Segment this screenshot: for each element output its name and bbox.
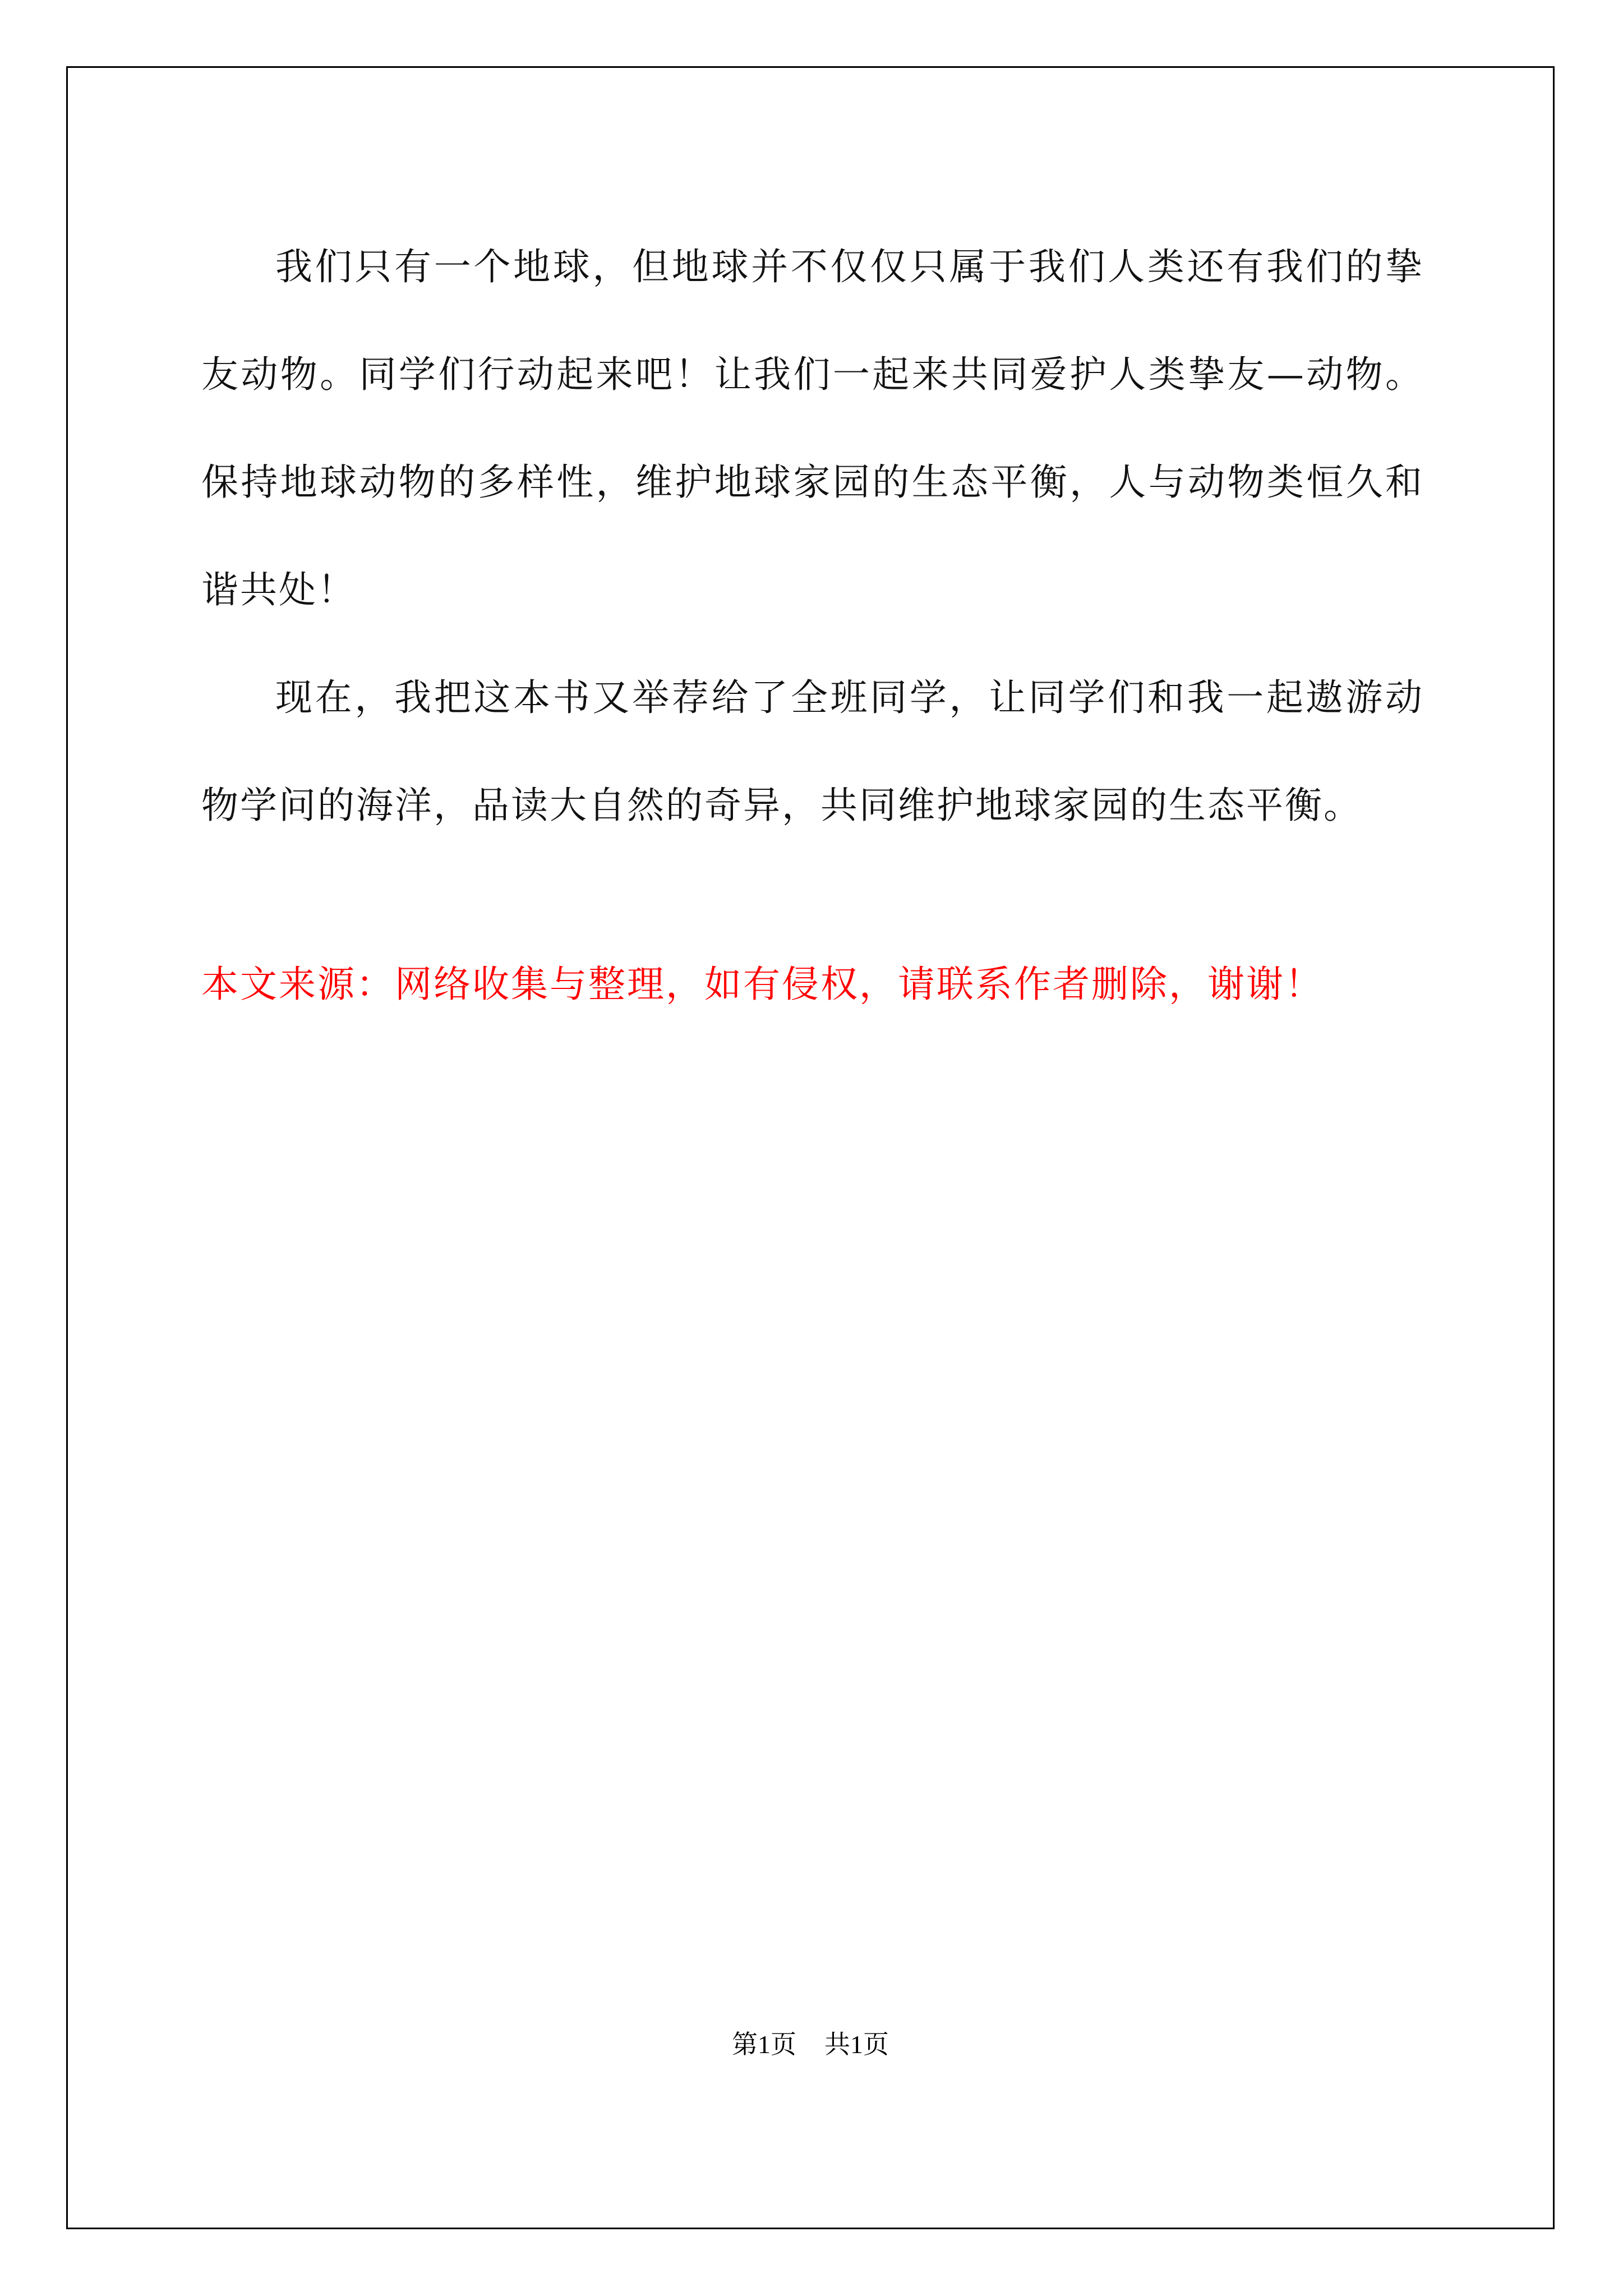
source-note: 本文来源：网络收集与整理，如有侵权，请联系作者删除，谢谢！ [201,963,1324,1006]
document-body [201,213,1424,859]
page-number-current: 第1页 [732,2030,796,2059]
paragraph-1: 我们只有一个地球，但地球并不仅仅只属于我们人类还有我们的挚友动物。同学们行动起来吧！让我们一起来共同爱护人类挚友—动物。保持地球动物的多样性，维护地球家园的生态平衡，人与动物类恒久和谐共处！ [201,245,1424,611]
page-footer [66,2024,1555,2061]
paragraph-2: 现在，我把这本书又举荐给了全班同学，让同学们和我一起遨游动物学问的海洋，品读大自然的奇异，共同维护地球家园的生态平衡。 [201,676,1424,827]
page-number-total: 共1页 [824,2030,889,2059]
